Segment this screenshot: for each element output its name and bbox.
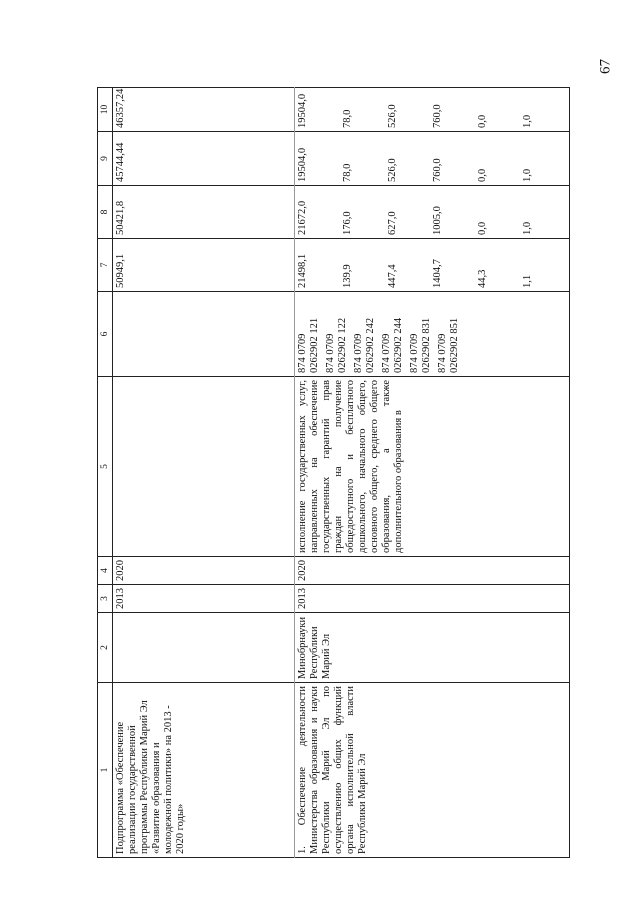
value-cell: 21498,1 — [297, 253, 308, 288]
measure-codes — [295, 292, 570, 377]
subprogram-start: 2013 — [113, 585, 295, 613]
value-cell: 1,1 — [522, 274, 533, 288]
column-number-row — [98, 88, 113, 858]
subprogram-value-8: 50421,8 — [113, 186, 295, 239]
subprogram-name: Подпрограмма «Обеспечение реализации государственной программы Республики Марий Эл «Развитие образования и молодежной политики» на 2013 - 2020 годы» — [113, 683, 295, 858]
budget-code: 874 0709 0262902 244 — [381, 317, 404, 373]
subprogram-description — [113, 377, 295, 557]
value-cell: 1404,7 — [432, 259, 443, 288]
subprogram-value-9: 45744,44 — [113, 132, 295, 186]
budget-code: 874 0709 0262902 122 — [325, 317, 348, 373]
value-cell: 760,0 — [432, 104, 443, 128]
subprogram-row — [113, 88, 295, 858]
col-header-9: 9 — [98, 132, 113, 186]
measure-start: 2013 — [295, 585, 570, 613]
value-cell: 1,0 — [522, 114, 533, 128]
value-cell: 0,0 — [477, 114, 488, 128]
subprogram-code — [113, 292, 295, 377]
rotated-table-sheet — [97, 88, 537, 858]
value-cell: 0,0 — [477, 221, 488, 235]
measure-name: 1. Обеспечение деятельности Министерства образования и науки Республики Марий Эл по осуществлению общих функций органа исполнительной власти Республики Марий Эл — [295, 683, 570, 858]
value-cell: 78,0 — [342, 109, 353, 128]
budget-code: 874 0709 0262902 851 — [437, 317, 460, 373]
value-cell: 19504,0 — [297, 147, 308, 182]
subprogram-value-10: 46357,24 — [113, 88, 295, 132]
col-header-3: 3 — [98, 585, 113, 613]
measure-executor: Минобрнауки Республики Марий Эл — [295, 613, 570, 683]
value-cell: 1,0 — [522, 221, 533, 235]
value-cell: 176,0 — [342, 211, 353, 235]
measure-values-8 — [295, 186, 570, 239]
value-cell: 447,4 — [387, 264, 398, 288]
col-header-2: 2 — [98, 613, 113, 683]
value-cell: 760,0 — [432, 158, 443, 182]
value-cell: 0,0 — [477, 168, 488, 182]
value-cell: 1,0 — [522, 168, 533, 182]
col-header-4: 4 — [98, 557, 113, 585]
value-cell: 44,3 — [477, 269, 488, 288]
value-cell: 21672,0 — [297, 200, 308, 235]
value-cell: 19504,0 — [297, 93, 308, 128]
program-table — [97, 87, 570, 858]
subprogram-value-7: 50949,1 — [113, 239, 295, 292]
col-header-1: 1 — [98, 683, 113, 858]
budget-code: 874 0709 0262902 121 — [297, 317, 320, 373]
value-cell: 139,9 — [342, 264, 353, 288]
budget-code: 874 0709 0262902 831 — [409, 317, 432, 373]
col-header-5: 5 — [98, 377, 113, 557]
budget-code: 874 0709 0262902 242 — [353, 317, 376, 373]
measure-row — [295, 88, 570, 858]
subprogram-end: 2020 — [113, 557, 295, 585]
measure-values-7 — [295, 239, 570, 292]
measure-description: исполнение государственных услуг, направленных на обеспечение государственных гарантий прав граждан на получение общедоступного и бесплатного дошкольного, начального общего, основного общего, среднего общего образования, а также дополнительного образования в — [295, 377, 570, 557]
measure-values-9 — [295, 132, 570, 186]
measure-values-10 — [295, 88, 570, 132]
value-cell: 78,0 — [342, 163, 353, 182]
col-header-10: 10 — [98, 88, 113, 132]
col-header-6: 6 — [98, 292, 113, 377]
page-number: 67 — [597, 59, 614, 74]
measure-end: 2020 — [295, 557, 570, 585]
subprogram-executor — [113, 613, 295, 683]
col-header-8: 8 — [98, 186, 113, 239]
value-cell: 526,0 — [387, 104, 398, 128]
col-header-7: 7 — [98, 239, 113, 292]
value-cell: 526,0 — [387, 158, 398, 182]
value-cell: 627,0 — [387, 211, 398, 235]
value-cell: 1005,0 — [432, 206, 443, 235]
